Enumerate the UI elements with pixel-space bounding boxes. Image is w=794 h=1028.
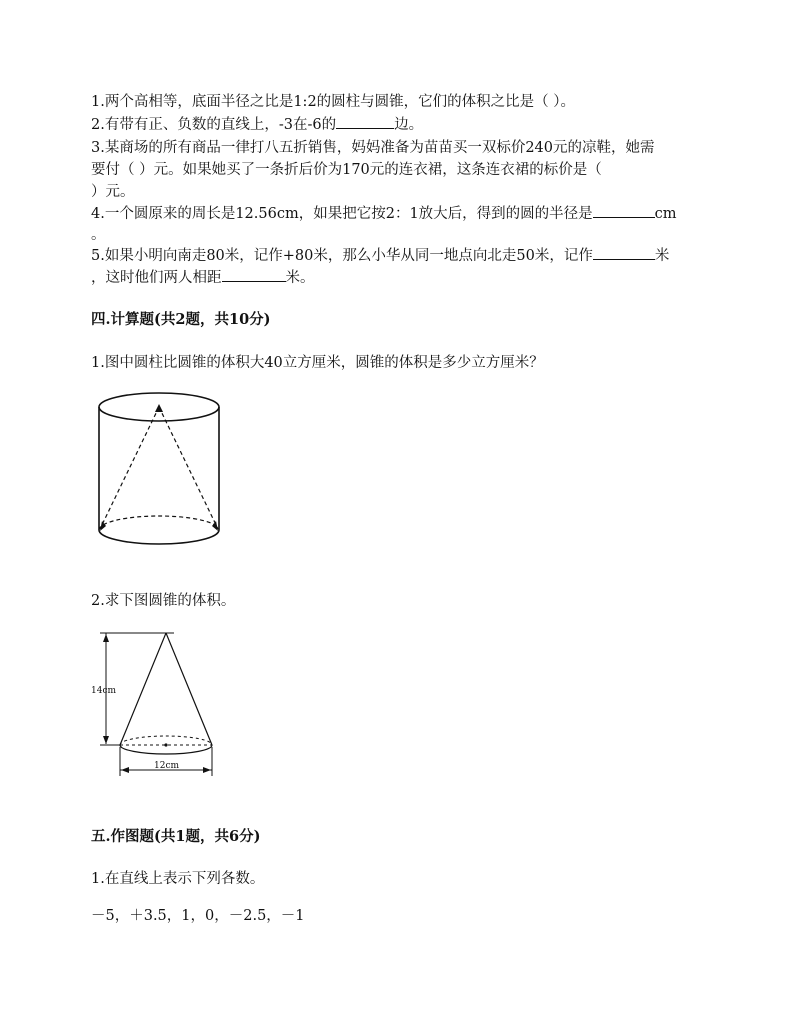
question-5-line-1 [91,245,701,267]
question-5-text-2: ，这时他们两人相距 [91,270,222,286]
cone-left-edge [100,407,159,529]
question-4-text: 4.一个圆原来的周长是12.56cm，如果把它按2：1放大后，得到的圆的半径是 [91,206,593,222]
height-arrow-top [103,634,109,642]
arrow-left [100,521,106,531]
question-1: 1.两个高相等，底面半径之比是1:2的圆柱与圆锥，它们的体积之比是（ ）。 [91,94,576,110]
question-5-line-2 [91,267,701,289]
cone-right-side [166,633,212,745]
question-2 [91,114,701,136]
question-3-line-1: 3.某商场的所有商品一律打八五折销售，妈妈准备为苗苗买一双标价240元的凉鞋，她需 [91,140,655,156]
cone-left-side [120,633,166,745]
calc-question-2: 2.求下图圆锥的体积。 [91,593,236,609]
cone-center-point [164,743,167,746]
cylinder-bottom-front [99,530,219,544]
draw-question-1: 1.在直线上表示下列各数。 [91,871,265,887]
answer-blank [593,203,655,218]
cone-dimension-figure [92,628,227,783]
answer-blank [336,114,394,129]
question-5-unit: 米 [654,248,670,264]
question-5-unit-2: 米。 [285,270,315,286]
base-arrow-left [121,767,129,773]
section-heading-drawing: 五.作图题(共1题，共6分) [91,828,261,845]
question-4 [91,203,701,225]
cone-right-edge [159,407,218,529]
answer-blank [593,245,655,260]
answer-blank [222,267,286,282]
height-label: 14cm [91,686,117,696]
question-3-line-2: 要付（ ）元。如果她买了一条折后价为170元的连衣裙，这条连衣裙的标价是（ [91,162,602,178]
question-2-suffix: 边。 [394,117,424,133]
calc-question-1: 1.图中圆柱比圆锥的体积大40立方厘米，圆锥的体积是多少立方厘米？ [91,355,544,371]
base-arrow-right [203,767,211,773]
question-4-end: 。 [91,227,106,243]
question-5-text: 5.如果小明向南走80米，记作+80米，那么小华从同一地点向北走50米，记作 [91,248,593,264]
cylinder-cone-figure [96,390,226,555]
cylinder-bottom-back [99,516,219,530]
base-label: 12cm [154,761,180,771]
question-4-unit: cm [654,206,677,222]
number-list: －5，＋3.5，1，0，－2.5，－1 [91,908,305,924]
cone-apex-marker [155,404,163,412]
section-heading-calculation: 四.计算题(共2题，共10分) [91,311,271,328]
question-3-line-3: ）元。 [91,184,135,200]
question-2-text: 2.有带有正、负数的直线上，-3在-6的 [91,117,337,133]
height-arrow-bottom [103,736,109,744]
